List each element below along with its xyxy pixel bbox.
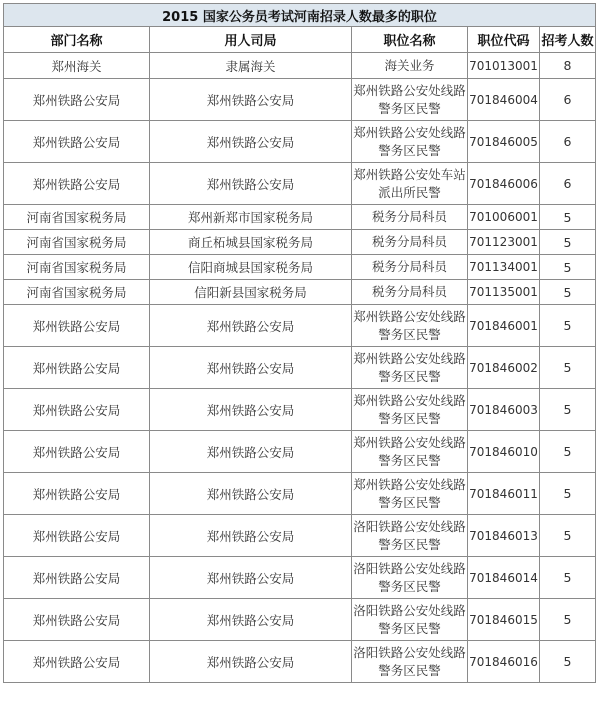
cell-department: 河南省国家税务局 bbox=[4, 230, 150, 255]
cell-bureau: 郑州铁路公安局 bbox=[150, 163, 352, 205]
table-row bbox=[4, 641, 596, 683]
cell-department: 郑州铁路公安局 bbox=[4, 641, 150, 683]
cell-department: 郑州铁路公安局 bbox=[4, 347, 150, 389]
cell-bureau: 郑州铁路公安局 bbox=[150, 347, 352, 389]
cell-bureau: 郑州铁路公安局 bbox=[150, 389, 352, 431]
cell-code: 701846001 bbox=[468, 305, 540, 347]
cell-bureau: 商丘柘城县国家税务局 bbox=[150, 230, 352, 255]
cell-code: 701135001 bbox=[468, 280, 540, 305]
position-line: 警务区民警 bbox=[378, 410, 441, 426]
cell-position bbox=[352, 79, 468, 121]
position-line: 郑州铁路公安处线路 bbox=[353, 434, 466, 450]
cell-position bbox=[352, 305, 468, 347]
position-line: 郑州铁路公安处线路 bbox=[353, 124, 466, 140]
cell-count: 6 bbox=[540, 79, 596, 121]
cell-bureau: 信阳新县国家税务局 bbox=[150, 280, 352, 305]
cell-position bbox=[352, 473, 468, 515]
cell-bureau: 郑州铁路公安局 bbox=[150, 431, 352, 473]
cell-position bbox=[352, 205, 468, 230]
position-line: 税务分局科员 bbox=[371, 209, 447, 224]
cell-position bbox=[352, 599, 468, 641]
cell-count: 5 bbox=[540, 557, 596, 599]
position-line: 税务分局科员 bbox=[371, 234, 447, 249]
cell-code: 701846003 bbox=[468, 389, 540, 431]
cell-count: 5 bbox=[540, 280, 596, 305]
position-line: 税务分局科员 bbox=[371, 284, 447, 299]
cell-code: 701846005 bbox=[468, 121, 540, 163]
header-row bbox=[4, 27, 596, 53]
cell-department: 郑州铁路公安局 bbox=[4, 163, 150, 205]
cell-bureau: 隶属海关 bbox=[150, 53, 352, 79]
cell-bureau: 郑州铁路公安局 bbox=[150, 79, 352, 121]
table-row bbox=[4, 230, 596, 255]
position-line: 警务区民警 bbox=[378, 662, 441, 678]
cell-code: 701846015 bbox=[468, 599, 540, 641]
cell-count: 5 bbox=[540, 515, 596, 557]
table-body bbox=[4, 53, 596, 683]
position-line: 警务区民警 bbox=[378, 368, 441, 384]
table-row bbox=[4, 205, 596, 230]
header-count: 招考人数 bbox=[540, 27, 596, 53]
cell-count: 5 bbox=[540, 599, 596, 641]
cell-position bbox=[352, 53, 468, 79]
cell-department: 郑州铁路公安局 bbox=[4, 557, 150, 599]
cell-count: 5 bbox=[540, 347, 596, 389]
position-line: 警务区民警 bbox=[378, 326, 441, 342]
cell-count: 5 bbox=[540, 305, 596, 347]
cell-count: 5 bbox=[540, 641, 596, 683]
table-row bbox=[4, 280, 596, 305]
cell-code: 701846011 bbox=[468, 473, 540, 515]
cell-department: 河南省国家税务局 bbox=[4, 255, 150, 280]
cell-count: 6 bbox=[540, 121, 596, 163]
cell-department: 郑州铁路公安局 bbox=[4, 515, 150, 557]
cell-count: 5 bbox=[540, 255, 596, 280]
cell-position bbox=[352, 641, 468, 683]
cell-department: 郑州铁路公安局 bbox=[4, 473, 150, 515]
cell-bureau: 信阳商城县国家税务局 bbox=[150, 255, 352, 280]
table-row bbox=[4, 431, 596, 473]
cell-department: 郑州铁路公安局 bbox=[4, 79, 150, 121]
cell-code: 701846016 bbox=[468, 641, 540, 683]
table-row bbox=[4, 473, 596, 515]
cell-code: 701846004 bbox=[468, 79, 540, 121]
position-line: 警务区民警 bbox=[378, 620, 441, 636]
position-line: 警务区民警 bbox=[378, 536, 441, 552]
cell-position bbox=[352, 389, 468, 431]
cell-code: 701006001 bbox=[468, 205, 540, 230]
table-row bbox=[4, 305, 596, 347]
table-row bbox=[4, 53, 596, 79]
cell-position bbox=[352, 515, 468, 557]
table-row bbox=[4, 255, 596, 280]
cell-department: 河南省国家税务局 bbox=[4, 280, 150, 305]
position-line: 郑州铁路公安处线路 bbox=[353, 350, 466, 366]
table-row bbox=[4, 389, 596, 431]
cell-department: 郑州铁路公安局 bbox=[4, 389, 150, 431]
cell-count: 5 bbox=[540, 473, 596, 515]
cell-count: 6 bbox=[540, 163, 596, 205]
cell-bureau: 郑州铁路公安局 bbox=[150, 557, 352, 599]
cell-bureau: 郑州铁路公安局 bbox=[150, 641, 352, 683]
position-line: 洛阳铁路公安处线路 bbox=[353, 602, 466, 618]
cell-code: 701846010 bbox=[468, 431, 540, 473]
cell-position bbox=[352, 347, 468, 389]
position-line: 洛阳铁路公安处线路 bbox=[353, 560, 466, 576]
cell-code: 701846006 bbox=[468, 163, 540, 205]
cell-position bbox=[352, 431, 468, 473]
table-row bbox=[4, 121, 596, 163]
position-line: 洛阳铁路公安处线路 bbox=[353, 644, 466, 660]
cell-department: 郑州铁路公安局 bbox=[4, 305, 150, 347]
cell-department: 郑州铁路公安局 bbox=[4, 599, 150, 641]
cell-code: 701846014 bbox=[468, 557, 540, 599]
cell-department: 郑州铁路公安局 bbox=[4, 121, 150, 163]
position-line: 警务区民警 bbox=[378, 100, 441, 116]
table-title: 2015 国家公务员考试河南招录人数最多的职位 bbox=[4, 4, 596, 27]
cell-department: 郑州铁路公安局 bbox=[4, 431, 150, 473]
position-line: 郑州铁路公安处线路 bbox=[353, 392, 466, 408]
position-line: 郑州铁路公安处线路 bbox=[353, 476, 466, 492]
position-line: 海关业务 bbox=[384, 57, 435, 73]
cell-count: 5 bbox=[540, 230, 596, 255]
cell-position bbox=[352, 557, 468, 599]
cell-department: 郑州海关 bbox=[4, 53, 150, 79]
cell-count: 5 bbox=[540, 389, 596, 431]
position-line: 派出所民警 bbox=[378, 184, 441, 200]
cell-bureau: 郑州铁路公安局 bbox=[150, 599, 352, 641]
position-line: 警务区民警 bbox=[378, 578, 441, 594]
table-row bbox=[4, 515, 596, 557]
cell-position bbox=[352, 280, 468, 305]
cell-position bbox=[352, 255, 468, 280]
cell-bureau: 郑州新郑市国家税务局 bbox=[150, 205, 352, 230]
cell-position bbox=[352, 163, 468, 205]
header-position: 职位名称 bbox=[352, 27, 468, 53]
position-line: 郑州铁路公安处线路 bbox=[353, 308, 466, 324]
cell-code: 701846013 bbox=[468, 515, 540, 557]
position-line: 警务区民警 bbox=[378, 142, 441, 158]
header-department: 部门名称 bbox=[4, 27, 150, 53]
table-row bbox=[4, 599, 596, 641]
table-row bbox=[4, 79, 596, 121]
positions-table bbox=[3, 3, 596, 683]
cell-code: 701013001 bbox=[468, 53, 540, 79]
header-bureau: 用人司局 bbox=[150, 27, 352, 53]
cell-bureau: 郑州铁路公安局 bbox=[150, 515, 352, 557]
position-line: 警务区民警 bbox=[378, 494, 441, 510]
cell-code: 701134001 bbox=[468, 255, 540, 280]
cell-bureau: 郑州铁路公安局 bbox=[150, 121, 352, 163]
cell-code: 701846002 bbox=[468, 347, 540, 389]
table-row bbox=[4, 163, 596, 205]
cell-department: 河南省国家税务局 bbox=[4, 205, 150, 230]
position-line: 郑州铁路公安处车站 bbox=[353, 166, 466, 182]
position-line: 税务分局科员 bbox=[371, 259, 447, 274]
position-line: 警务区民警 bbox=[378, 452, 441, 468]
table-row bbox=[4, 557, 596, 599]
header-code: 职位代码 bbox=[468, 27, 540, 53]
cell-count: 8 bbox=[540, 53, 596, 79]
table-row bbox=[4, 347, 596, 389]
position-line: 洛阳铁路公安处线路 bbox=[353, 518, 466, 534]
cell-count: 5 bbox=[540, 431, 596, 473]
cell-code: 701123001 bbox=[468, 230, 540, 255]
cell-count: 5 bbox=[540, 205, 596, 230]
cell-position bbox=[352, 121, 468, 163]
cell-bureau: 郑州铁路公安局 bbox=[150, 473, 352, 515]
cell-bureau: 郑州铁路公安局 bbox=[150, 305, 352, 347]
position-line: 郑州铁路公安处线路 bbox=[353, 82, 466, 98]
cell-position bbox=[352, 230, 468, 255]
